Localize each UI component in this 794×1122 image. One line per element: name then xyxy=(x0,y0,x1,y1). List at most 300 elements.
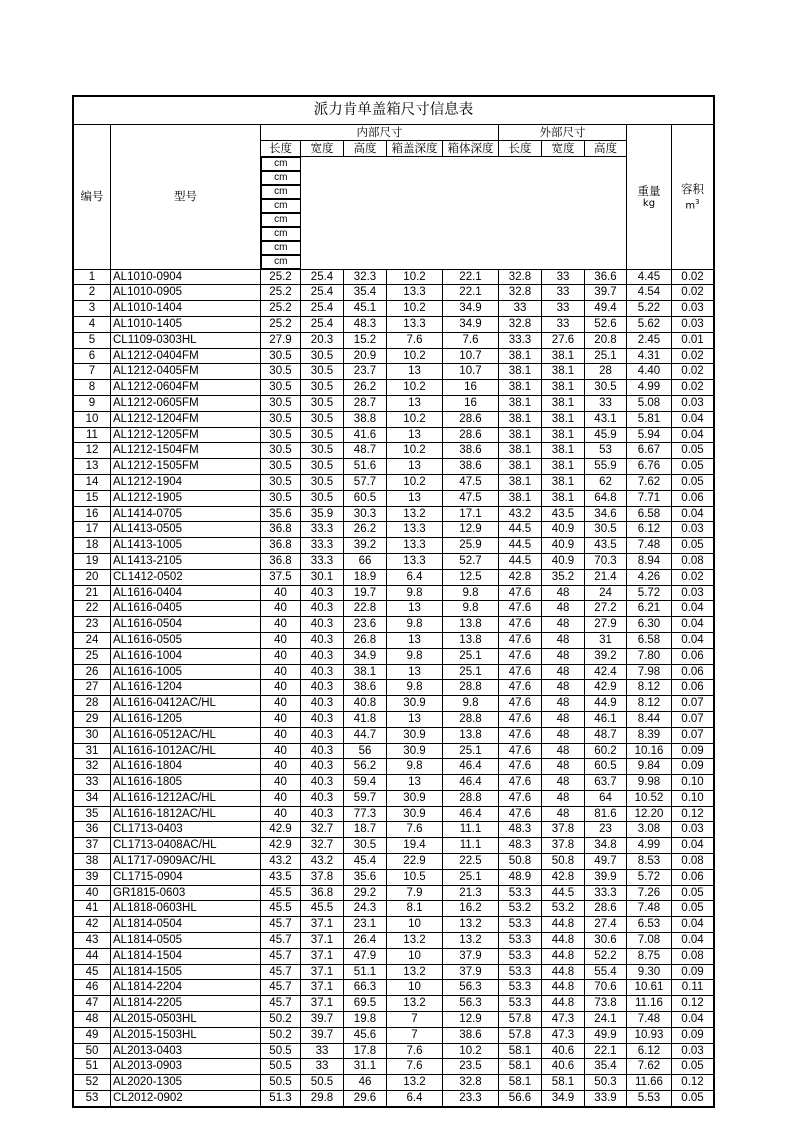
cell-outer-height: 31 xyxy=(585,632,627,648)
table-row xyxy=(74,885,714,901)
cell-no: 27 xyxy=(74,680,111,696)
cell-inner-width: 37.8 xyxy=(301,869,344,885)
cell-model: CL1715-0904 xyxy=(111,869,261,885)
cell-outer-length: 42.8 xyxy=(499,569,542,585)
cell-lid-depth: 13 xyxy=(387,711,443,727)
cell-model: AL1814-2205 xyxy=(111,996,261,1012)
cell-inner-length: 50.2 xyxy=(261,1012,301,1028)
cell-no: 17 xyxy=(74,522,111,538)
cell-model: AL1212-1905 xyxy=(111,490,261,506)
cell-model: CL1713-0403 xyxy=(111,822,261,838)
cell-outer-length: 58.1 xyxy=(499,1043,542,1059)
cell-inner-length: 40 xyxy=(261,680,301,696)
cell-outer-length: 47.6 xyxy=(499,601,542,617)
cell-inner-width: 29.8 xyxy=(301,1091,344,1107)
cell-weight: 11.16 xyxy=(627,996,672,1012)
cell-body-depth: 10.2 xyxy=(443,1043,499,1059)
cell-inner-length: 30.5 xyxy=(261,348,301,364)
cell-inner-height: 46 xyxy=(344,1075,387,1091)
cell-volume: 0.09 xyxy=(672,759,714,775)
cell-lid-depth: 9.8 xyxy=(387,585,443,601)
table-row xyxy=(74,775,714,791)
cell-lid-depth: 7.9 xyxy=(387,885,443,901)
table-row xyxy=(74,348,714,364)
cell-model: AL1616-1012AC/HL xyxy=(111,743,261,759)
cell-volume: 0.03 xyxy=(672,585,714,601)
cell-model: AL1212-1205FM xyxy=(111,427,261,443)
cell-inner-height: 41.6 xyxy=(344,427,387,443)
cell-no: 25 xyxy=(74,648,111,664)
cell-inner-height: 32.3 xyxy=(344,269,387,285)
cell-body-depth: 16 xyxy=(443,380,499,396)
cell-inner-height: 29.2 xyxy=(344,885,387,901)
cell-body-depth: 25.1 xyxy=(443,743,499,759)
cell-volume: 0.06 xyxy=(672,664,714,680)
cell-outer-height: 39.2 xyxy=(585,648,627,664)
cell-outer-height: 27.2 xyxy=(585,601,627,617)
cell-lid-depth: 13 xyxy=(387,459,443,475)
cell-inner-length: 30.5 xyxy=(261,443,301,459)
cell-outer-width: 44.8 xyxy=(542,917,585,933)
cell-volume: 0.02 xyxy=(672,269,714,285)
cell-outer-height: 46.1 xyxy=(585,711,627,727)
cell-lid-depth: 10.5 xyxy=(387,869,443,885)
cell-weight: 4.99 xyxy=(627,838,672,854)
cell-no: 44 xyxy=(74,948,111,964)
cell-weight: 11.66 xyxy=(627,1075,672,1091)
cell-outer-width: 44.8 xyxy=(542,933,585,949)
cell-outer-width: 48 xyxy=(542,601,585,617)
cell-lid-depth: 13.3 xyxy=(387,285,443,301)
cell-inner-width: 30.5 xyxy=(301,474,344,490)
header-volume-unit xyxy=(672,196,713,212)
cell-outer-height: 52.6 xyxy=(585,316,627,332)
cell-outer-width: 44.8 xyxy=(542,996,585,1012)
cell-inner-width: 30.5 xyxy=(301,348,344,364)
cell-lid-depth: 30.9 xyxy=(387,790,443,806)
cell-outer-height: 64.8 xyxy=(585,490,627,506)
cell-model: AL1413-2105 xyxy=(111,553,261,569)
cell-inner-width: 37.1 xyxy=(301,933,344,949)
cell-outer-width: 40.6 xyxy=(542,1043,585,1059)
cell-outer-length: 53.3 xyxy=(499,917,542,933)
cell-body-depth: 38.6 xyxy=(443,443,499,459)
cell-outer-height: 63.7 xyxy=(585,775,627,791)
cell-inner-height: 22.8 xyxy=(344,601,387,617)
cell-no: 28 xyxy=(74,696,111,712)
cell-outer-width: 48 xyxy=(542,711,585,727)
cell-inner-height: 39.2 xyxy=(344,538,387,554)
cell-outer-length: 47.6 xyxy=(499,759,542,775)
cell-outer-height: 36.6 xyxy=(585,269,627,285)
cell-body-depth: 13.8 xyxy=(443,727,499,743)
cell-volume: 0.06 xyxy=(672,490,714,506)
cell-outer-width: 40.9 xyxy=(542,553,585,569)
cell-outer-length: 57.8 xyxy=(499,1012,542,1028)
table-row xyxy=(74,727,714,743)
cell-outer-width: 48 xyxy=(542,759,585,775)
cell-lid-depth: 13 xyxy=(387,427,443,443)
cell-weight: 3.08 xyxy=(627,822,672,838)
cell-weight: 5.08 xyxy=(627,395,672,411)
cell-inner-width: 40.3 xyxy=(301,617,344,633)
cell-outer-length: 53.3 xyxy=(499,964,542,980)
cell-outer-length: 47.6 xyxy=(499,743,542,759)
cell-inner-length: 40 xyxy=(261,648,301,664)
cell-weight: 7.98 xyxy=(627,664,672,680)
cell-body-depth: 7.6 xyxy=(443,332,499,348)
cell-volume: 0.04 xyxy=(672,1012,714,1028)
cell-inner-height: 24.3 xyxy=(344,901,387,917)
header-model: 型号 xyxy=(111,125,261,270)
cell-outer-height: 27.4 xyxy=(585,917,627,933)
cell-volume: 0.10 xyxy=(672,790,714,806)
cell-outer-height: 55.4 xyxy=(585,964,627,980)
cell-inner-length: 45.7 xyxy=(261,964,301,980)
cell-outer-height: 30.5 xyxy=(585,380,627,396)
cell-inner-height: 66 xyxy=(344,553,387,569)
table-row xyxy=(74,1012,714,1028)
cell-volume: 0.03 xyxy=(672,822,714,838)
cell-body-depth: 37.9 xyxy=(443,964,499,980)
cell-inner-length: 50.5 xyxy=(261,1043,301,1059)
cell-volume: 0.04 xyxy=(672,601,714,617)
cell-inner-length: 42.9 xyxy=(261,838,301,854)
cell-body-depth: 47.5 xyxy=(443,474,499,490)
cell-outer-width: 38.1 xyxy=(542,364,585,380)
cell-inner-length: 35.6 xyxy=(261,506,301,522)
cell-inner-height: 15.2 xyxy=(344,332,387,348)
cell-outer-length: 32.8 xyxy=(499,316,542,332)
cell-model: AL1212-1904 xyxy=(111,474,261,490)
cell-outer-width: 38.1 xyxy=(542,348,585,364)
cell-outer-width: 38.1 xyxy=(542,427,585,443)
cell-model: AL1616-0512AC/HL xyxy=(111,727,261,743)
header-inner-height: 高度 xyxy=(344,140,387,156)
cell-inner-length: 40 xyxy=(261,711,301,727)
cell-outer-length: 38.1 xyxy=(499,459,542,475)
cell-volume: 0.05 xyxy=(672,443,714,459)
cell-weight: 6.76 xyxy=(627,459,672,475)
cell-inner-length: 45.7 xyxy=(261,948,301,964)
cell-model: AL2015-1503HL xyxy=(111,1027,261,1043)
cell-inner-height: 57.7 xyxy=(344,474,387,490)
cell-body-depth: 11.1 xyxy=(443,822,499,838)
cell-model: AL1616-1804 xyxy=(111,759,261,775)
cell-model: AL1212-0604FM xyxy=(111,380,261,396)
cell-outer-height: 34.8 xyxy=(585,838,627,854)
cell-inner-width: 40.3 xyxy=(301,696,344,712)
cell-outer-width: 38.1 xyxy=(542,474,585,490)
cell-inner-height: 26.2 xyxy=(344,522,387,538)
cell-inner-height: 19.8 xyxy=(344,1012,387,1028)
cell-lid-depth: 10 xyxy=(387,948,443,964)
cell-inner-height: 35.6 xyxy=(344,869,387,885)
cell-no: 10 xyxy=(74,411,111,427)
cell-inner-height: 47.9 xyxy=(344,948,387,964)
table-row xyxy=(74,996,714,1012)
cell-lid-depth: 13.2 xyxy=(387,996,443,1012)
cell-weight: 12.20 xyxy=(627,806,672,822)
cell-no: 7 xyxy=(74,364,111,380)
cell-model: AL1010-0904 xyxy=(111,269,261,285)
cell-volume: 0.12 xyxy=(672,1075,714,1091)
table-row xyxy=(74,980,714,996)
cell-weight: 4.31 xyxy=(627,348,672,364)
cell-inner-height: 56.2 xyxy=(344,759,387,775)
cell-inner-width: 30.5 xyxy=(301,364,344,380)
cell-outer-height: 44.9 xyxy=(585,696,627,712)
cell-outer-length: 47.6 xyxy=(499,775,542,791)
dimension-sheet xyxy=(72,95,715,1108)
cell-no: 49 xyxy=(74,1027,111,1043)
cell-inner-length: 40 xyxy=(261,806,301,822)
cell-lid-depth: 22.9 xyxy=(387,854,443,870)
cell-body-depth: 25.1 xyxy=(443,869,499,885)
cell-no: 34 xyxy=(74,790,111,806)
cell-inner-length: 36.8 xyxy=(261,522,301,538)
unit-cm: cm xyxy=(261,227,301,241)
cell-inner-length: 40 xyxy=(261,775,301,791)
header-volume-unit-sup: 3 xyxy=(695,197,700,206)
cell-outer-length: 47.6 xyxy=(499,585,542,601)
cell-no: 14 xyxy=(74,474,111,490)
header-volume xyxy=(672,125,714,270)
cell-inner-length: 42.9 xyxy=(261,822,301,838)
cell-outer-height: 24.1 xyxy=(585,1012,627,1028)
table-row xyxy=(74,474,714,490)
cell-volume: 0.05 xyxy=(672,1059,714,1075)
cell-inner-width: 40.3 xyxy=(301,680,344,696)
table-row xyxy=(74,964,714,980)
cell-inner-length: 25.2 xyxy=(261,316,301,332)
cell-weight: 7.80 xyxy=(627,648,672,664)
cell-inner-length: 45.7 xyxy=(261,933,301,949)
cell-no: 18 xyxy=(74,538,111,554)
cell-outer-height: 70.6 xyxy=(585,980,627,996)
cell-volume: 0.04 xyxy=(672,617,714,633)
cell-no: 35 xyxy=(74,806,111,822)
cell-lid-depth: 9.8 xyxy=(387,617,443,633)
cell-outer-width: 53.2 xyxy=(542,901,585,917)
cell-inner-length: 45.5 xyxy=(261,901,301,917)
cell-model: AL1616-1204 xyxy=(111,680,261,696)
cell-no: 33 xyxy=(74,775,111,791)
cell-inner-height: 18.9 xyxy=(344,569,387,585)
cell-outer-width: 48 xyxy=(542,664,585,680)
table-row xyxy=(74,664,714,680)
cell-weight: 8.94 xyxy=(627,553,672,569)
header-outer-width: 宽度 xyxy=(542,140,585,156)
cell-no: 21 xyxy=(74,585,111,601)
table-row xyxy=(74,680,714,696)
cell-model: AL1212-0405FM xyxy=(111,364,261,380)
cell-outer-height: 50.3 xyxy=(585,1075,627,1091)
cell-inner-height: 44.7 xyxy=(344,727,387,743)
cell-volume: 0.04 xyxy=(672,632,714,648)
cell-outer-height: 42.4 xyxy=(585,664,627,680)
cell-lid-depth: 10.2 xyxy=(387,443,443,459)
cell-no: 43 xyxy=(74,933,111,949)
cell-lid-depth: 10.2 xyxy=(387,348,443,364)
cell-no: 13 xyxy=(74,459,111,475)
cell-volume: 0.02 xyxy=(672,364,714,380)
cell-outer-length: 47.6 xyxy=(499,617,542,633)
cell-body-depth: 38.6 xyxy=(443,459,499,475)
cell-outer-height: 81.6 xyxy=(585,806,627,822)
cell-volume: 0.12 xyxy=(672,806,714,822)
cell-model: AL1212-0404FM xyxy=(111,348,261,364)
cell-inner-width: 33.3 xyxy=(301,522,344,538)
cell-outer-length: 48.3 xyxy=(499,822,542,838)
cell-lid-depth: 30.9 xyxy=(387,806,443,822)
cell-volume: 0.05 xyxy=(672,474,714,490)
cell-no: 46 xyxy=(74,980,111,996)
cell-lid-depth: 6.4 xyxy=(387,569,443,585)
table-row xyxy=(74,427,714,443)
cell-outer-length: 38.1 xyxy=(499,427,542,443)
cell-body-depth: 56.3 xyxy=(443,996,499,1012)
cell-model: AL1616-1805 xyxy=(111,775,261,791)
cell-outer-height: 33.3 xyxy=(585,885,627,901)
cell-model: AL1616-0412AC/HL xyxy=(111,696,261,712)
cell-model: GR1815-0603 xyxy=(111,885,261,901)
unit-cm: cm xyxy=(261,241,301,255)
cell-body-depth: 16.2 xyxy=(443,901,499,917)
cell-inner-height: 41.8 xyxy=(344,711,387,727)
cell-lid-depth: 9.8 xyxy=(387,680,443,696)
cell-weight: 6.67 xyxy=(627,443,672,459)
cell-model: AL1814-2204 xyxy=(111,980,261,996)
cell-outer-length: 43.2 xyxy=(499,506,542,522)
cell-inner-height: 45.4 xyxy=(344,854,387,870)
cell-inner-width: 30.5 xyxy=(301,411,344,427)
cell-lid-depth: 13.3 xyxy=(387,316,443,332)
cell-model: AL1616-1004 xyxy=(111,648,261,664)
table-row xyxy=(74,632,714,648)
cell-inner-height: 29.6 xyxy=(344,1091,387,1107)
cell-lid-depth: 30.9 xyxy=(387,727,443,743)
cell-lid-depth: 13.2 xyxy=(387,933,443,949)
cell-lid-depth: 9.8 xyxy=(387,648,443,664)
table-row xyxy=(74,759,714,775)
cell-volume: 0.07 xyxy=(672,711,714,727)
cell-outer-width: 34.9 xyxy=(542,1091,585,1107)
cell-weight: 10.93 xyxy=(627,1027,672,1043)
cell-model: AL2013-0403 xyxy=(111,1043,261,1059)
cell-lid-depth: 10 xyxy=(387,980,443,996)
cell-outer-width: 33 xyxy=(542,316,585,332)
cell-body-depth: 46.4 xyxy=(443,759,499,775)
cell-outer-height: 30.5 xyxy=(585,522,627,538)
cell-body-depth: 12.9 xyxy=(443,522,499,538)
cell-outer-height: 45.9 xyxy=(585,427,627,443)
cell-inner-width: 39.7 xyxy=(301,1012,344,1028)
cell-outer-height: 52.2 xyxy=(585,948,627,964)
cell-no: 6 xyxy=(74,348,111,364)
table-row xyxy=(74,364,714,380)
cell-outer-length: 53.3 xyxy=(499,980,542,996)
cell-body-depth: 16 xyxy=(443,395,499,411)
cell-body-depth: 37.9 xyxy=(443,948,499,964)
cell-outer-height: 48.7 xyxy=(585,727,627,743)
dimension-table xyxy=(73,96,714,1107)
cell-outer-height: 21.4 xyxy=(585,569,627,585)
cell-outer-height: 55.9 xyxy=(585,459,627,475)
cell-outer-length: 48.9 xyxy=(499,869,542,885)
cell-weight: 4.99 xyxy=(627,380,672,396)
cell-outer-height: 60.5 xyxy=(585,759,627,775)
cell-inner-width: 40.3 xyxy=(301,727,344,743)
cell-lid-depth: 9.8 xyxy=(387,759,443,775)
cell-body-depth: 13.2 xyxy=(443,917,499,933)
cell-inner-length: 25.2 xyxy=(261,269,301,285)
cell-body-depth: 22.1 xyxy=(443,285,499,301)
cell-outer-length: 56.6 xyxy=(499,1091,542,1107)
cell-model: AL1212-1505FM xyxy=(111,459,261,475)
cell-body-depth: 17.1 xyxy=(443,506,499,522)
cell-model: AL1010-0905 xyxy=(111,285,261,301)
cell-inner-height: 38.1 xyxy=(344,664,387,680)
cell-volume: 0.02 xyxy=(672,380,714,396)
cell-outer-length: 53.3 xyxy=(499,948,542,964)
cell-outer-width: 37.8 xyxy=(542,822,585,838)
cell-no: 31 xyxy=(74,743,111,759)
header-outer-height: 高度 xyxy=(585,140,627,156)
cell-volume: 0.11 xyxy=(672,980,714,996)
cell-inner-width: 30.5 xyxy=(301,380,344,396)
cell-inner-height: 51.6 xyxy=(344,459,387,475)
cell-model: AL1413-1005 xyxy=(111,538,261,554)
cell-outer-height: 27.9 xyxy=(585,617,627,633)
cell-no: 19 xyxy=(74,553,111,569)
cell-weight: 9.30 xyxy=(627,964,672,980)
cell-inner-height: 35.4 xyxy=(344,285,387,301)
cell-outer-length: 48.3 xyxy=(499,838,542,854)
cell-inner-height: 26.2 xyxy=(344,380,387,396)
cell-weight: 5.81 xyxy=(627,411,672,427)
cell-model: AL1616-0504 xyxy=(111,617,261,633)
cell-inner-width: 43.2 xyxy=(301,854,344,870)
cell-outer-height: 49.4 xyxy=(585,301,627,317)
cell-outer-width: 42.8 xyxy=(542,869,585,885)
cell-no: 45 xyxy=(74,964,111,980)
cell-inner-width: 37.1 xyxy=(301,917,344,933)
cell-inner-length: 43.5 xyxy=(261,869,301,885)
cell-inner-length: 40 xyxy=(261,790,301,806)
cell-lid-depth: 6.4 xyxy=(387,1091,443,1107)
cell-outer-width: 44.8 xyxy=(542,948,585,964)
table-row xyxy=(74,585,714,601)
cell-no: 24 xyxy=(74,632,111,648)
cell-weight: 6.30 xyxy=(627,617,672,633)
cell-no: 47 xyxy=(74,996,111,1012)
cell-inner-length: 50.2 xyxy=(261,1027,301,1043)
cell-inner-height: 26.8 xyxy=(344,632,387,648)
cell-outer-width: 44.8 xyxy=(542,964,585,980)
cell-inner-width: 37.1 xyxy=(301,980,344,996)
table-row xyxy=(74,901,714,917)
cell-weight: 2.45 xyxy=(627,332,672,348)
cell-inner-length: 25.2 xyxy=(261,285,301,301)
cell-weight: 8.12 xyxy=(627,696,672,712)
cell-inner-length: 40 xyxy=(261,696,301,712)
unit-cm: cm xyxy=(261,255,301,269)
cell-outer-height: 70.3 xyxy=(585,553,627,569)
cell-volume: 0.05 xyxy=(672,1091,714,1107)
cell-lid-depth: 30.9 xyxy=(387,743,443,759)
cell-outer-length: 50.8 xyxy=(499,854,542,870)
